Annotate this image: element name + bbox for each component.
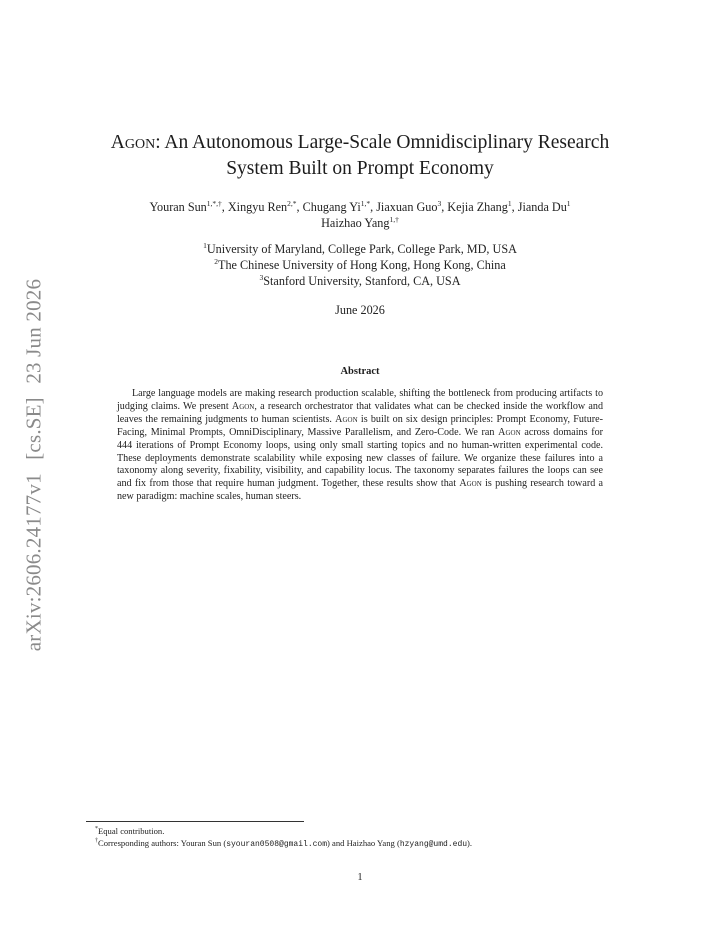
page-number: 1	[357, 872, 363, 883]
footnote-corresponding	[95, 837, 655, 851]
footnotes	[95, 825, 655, 851]
affiliation	[80, 241, 640, 257]
author-marks: 1,*,†	[206, 199, 222, 208]
title-system-name: Agon	[110, 132, 156, 153]
author-marks: 3	[437, 199, 442, 208]
affiliation-text: The Chinese University of Hong Kong, Hong Kong, China	[218, 258, 506, 272]
author-list: Youran Sun$^{1,*,\dagger}$, Xingyu Ren$^{2,*}$, Chugang $Yi^{1,*}$, Jiaxuan Guo$^3$, Kejia Zhang$^1$, Jianda Du$^1$ Haizhao Yang$^{1,\dagger}$	[149, 199, 571, 230]
affiliation-mark: 2	[214, 257, 218, 266]
affiliation-mark: 1	[203, 241, 207, 250]
footnote-divider	[86, 821, 304, 822]
system-name: Agon	[459, 478, 482, 490]
abstract-body	[117, 388, 603, 504]
affiliation-text: University of Maryland, College Park, College Park, MD, USA	[206, 242, 517, 256]
footnote-text: ).	[467, 838, 473, 848]
author-name: Kejia Zhang	[447, 200, 508, 214]
author-name: Jianda Du	[517, 200, 567, 214]
affiliation-mark: 3	[259, 273, 264, 282]
author-marks: 1,†	[389, 215, 399, 224]
author-name: Haizhao Yang	[321, 216, 390, 230]
system-name: Agon	[231, 400, 255, 412]
title-line-2: System Built on Prompt Economy	[226, 158, 494, 179]
email-link[interactable]: syouran0508@gmail.com	[226, 840, 328, 849]
abstract-text: Large language models are making research production scalable, shifting the bottleneck from producing artifacts to judging claims. We present	[117, 388, 603, 412]
system-name: Agon	[498, 426, 521, 438]
author-marks: 2,*	[287, 199, 297, 208]
author-name: Chugang Yi	[302, 200, 361, 214]
paper-title	[80, 130, 640, 182]
affiliation	[80, 273, 640, 289]
abstract-text: is built on six design principles: Prompt Economy, Future-Facing, Minimal Prompts, OmniDisciplinary, Massive Parallelism, and Zero-Code. We ran	[117, 413, 603, 438]
footnote-text: Equal contribution.	[98, 826, 165, 836]
arxiv-id: arXiv:2606.24177v1	[21, 473, 46, 652]
footnote-mark: †	[95, 838, 98, 844]
author-marks: 1	[566, 199, 571, 208]
abstract-text: , a research orchestrator that validates what can be checked inside the workflow and leaves the remaining judgments to human scientists.	[117, 400, 603, 425]
affiliations	[80, 241, 640, 289]
arxiv-category: [cs.SE]	[21, 397, 46, 460]
footnote-text: Corresponding authors: Youran Sun (	[98, 838, 227, 848]
system-name: Agon	[335, 413, 358, 425]
footnote-mark: *	[95, 826, 98, 832]
affiliation-text: Stanford University, Stanford, CA, USA	[263, 274, 461, 288]
author-marks: 1	[507, 199, 512, 208]
arxiv-date: 23 Jun 2026	[21, 278, 46, 384]
abstract-text: across domains for 444 iterations of Prompt Economy loops, using only small starting topics and no human-written experimental code. These deployments demonstrate scalability while exposing new classes of failure. We organize these failures into a taxonomy along severity, fixability, visibility, and capability locus. The taxonomy separates failures the loops can see and fix from those that require human judgment. Together, these results show that	[117, 426, 603, 490]
title-line-1: : An Autonomous Large-Scale Omnidisciplinary Research	[155, 132, 610, 153]
affiliation	[80, 257, 640, 273]
email-link[interactable]: hzyang@umd.edu	[399, 840, 468, 849]
author-marks: 1,*	[360, 199, 371, 208]
footnote-equal-contribution	[95, 825, 655, 837]
arxiv-stamp	[22, 275, 47, 655]
abstract-heading: Abstract	[340, 366, 380, 377]
author-name: Jiaxuan Guo	[376, 200, 438, 214]
author-name: Youran Sun	[149, 200, 207, 214]
paper-date: June 2026	[335, 303, 385, 317]
author-name: Xingyu Ren	[227, 200, 288, 214]
footnote-text: ) and Haizhao Yang (	[327, 838, 400, 848]
abstract-text: is pushing research toward a new paradigm: machine scales, human steers.	[117, 478, 603, 503]
